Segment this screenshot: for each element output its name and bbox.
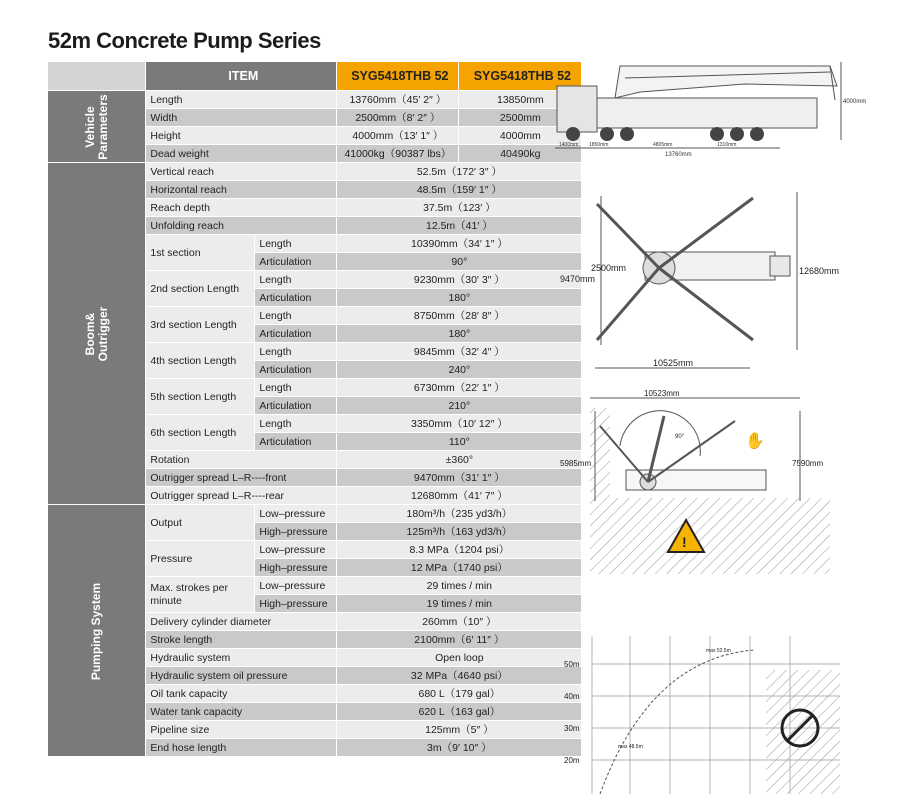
row-value: 125m³/h（163 yd3/h） <box>337 523 582 541</box>
row-value: 2500mm <box>459 109 582 127</box>
row-value: 240° <box>337 361 582 379</box>
row-value: 9470mm（31′ 1″ ） <box>337 469 582 487</box>
row-label: Water tank capacity <box>146 703 337 721</box>
dim-left: 5985mm <box>560 459 592 468</box>
row-value: 4000mm（13′ 1″ ） <box>337 127 459 145</box>
folded-boom <box>615 66 837 98</box>
row-value: 210° <box>337 397 582 415</box>
row-value: 52.5m（172′ 3″ ） <box>337 163 582 181</box>
ground-hatch <box>590 498 830 574</box>
max-height-label: max 52.5m <box>706 648 731 654</box>
sub-label: Length <box>255 379 337 397</box>
row-label: Dead weight <box>146 145 337 163</box>
category-vehicle: Vehicle Parameters <box>48 91 146 163</box>
spec-table <box>47 61 582 757</box>
sub-label: Length <box>255 271 337 289</box>
group-label: Max. strokes per minute <box>146 577 255 613</box>
sub-label: High–pressure <box>255 595 337 613</box>
row-value: 90° <box>337 253 582 271</box>
row-value: 37.5m（123′ ） <box>337 199 582 217</box>
dim-length: 10525mm <box>653 358 694 368</box>
sub-label: Low–pressure <box>255 505 337 523</box>
sub-label: Low–pressure <box>255 577 337 595</box>
row-value: 3350mm（10′ 12″ ） <box>337 415 582 433</box>
dim-d1: 1400mm <box>559 142 579 148</box>
row-value: 180m³/h（235 yd3/h） <box>337 505 582 523</box>
tick-40m: 40m <box>564 692 580 701</box>
truck-body <box>597 98 817 128</box>
row-value: 12.5m（41′ ） <box>337 217 582 235</box>
row-label: Hydraulic system <box>146 649 337 667</box>
sub-label: Articulation <box>255 433 337 451</box>
row-label: Outrigger spread L–R----rear <box>146 487 337 505</box>
row-value: 9845mm（32′ 4″ ） <box>337 343 582 361</box>
max-horizontal-label: max 48.5m <box>618 744 643 750</box>
sub-label: Articulation <box>255 253 337 271</box>
row-value: 680 L（179 gal） <box>337 685 582 703</box>
row-value: 3m（9′ 10″ ） <box>337 739 582 757</box>
svg-text:!: ! <box>682 534 687 550</box>
row-value: 2100mm（6′ 11″ ） <box>337 631 582 649</box>
sub-label: Length <box>255 235 337 253</box>
sub-label: Length <box>255 343 337 361</box>
row-value: 4000mm <box>459 127 582 145</box>
group-label: Pressure <box>146 541 255 577</box>
sub-label: Length <box>255 307 337 325</box>
row-value: 40490kg <box>459 145 582 163</box>
sub-label: High–pressure <box>255 523 337 541</box>
dim-d2: 1850mm <box>589 142 609 148</box>
row-value: 41000kg（90387 lbs） <box>337 145 459 163</box>
hand-icon: ✋ <box>745 433 765 450</box>
row-value: 12 MPa（1740 psi） <box>337 559 582 577</box>
dim-total: 13760mm <box>665 152 692 158</box>
category-boom: Boom& Outrigger <box>48 163 146 505</box>
row-value: 12680mm（41′ 7″ ） <box>337 487 582 505</box>
dim-rear: 12680mm <box>799 266 840 276</box>
row-value: 6730mm（22′ 1″ ） <box>337 379 582 397</box>
row-value: 125mm（5″ ） <box>337 721 582 739</box>
row-value: 180° <box>337 289 582 307</box>
sub-label: Articulation <box>255 361 337 379</box>
row-label: Rotation <box>146 451 337 469</box>
dim-front: 9470mm <box>560 274 596 284</box>
section-label: 1st section <box>146 235 255 271</box>
sub-label: Articulation <box>255 397 337 415</box>
row-value: 19 times / min <box>337 595 582 613</box>
working-area-diagram <box>560 386 850 576</box>
row-value: Open loop <box>337 649 582 667</box>
page-title: 52m Concrete Pump Series <box>48 28 321 53</box>
tick-50m: 50m <box>564 660 580 669</box>
section-label: 6th section Length <box>146 415 255 451</box>
row-value: 620 L（163 gal） <box>337 703 582 721</box>
dim-mid: 2500mm <box>591 263 627 273</box>
row-value: 8750mm（28′ 8″ ） <box>337 307 582 325</box>
truck-side-diagram <box>545 58 875 166</box>
dim-d4: 1310mm <box>717 142 737 148</box>
group-label: Output <box>146 505 255 541</box>
row-label: End hose length <box>146 739 337 757</box>
dim-width: 10523mm <box>644 389 680 398</box>
working-range-diagram <box>560 636 850 794</box>
sub-label: Articulation <box>255 325 337 343</box>
row-value: 13850mm <box>459 91 582 109</box>
section-label: 2nd section Length <box>146 271 255 307</box>
row-value: 32 MPa（4640 psi） <box>337 667 582 685</box>
row-value: 110° <box>337 433 582 451</box>
row-value: 260mm（10″ ） <box>337 613 582 631</box>
row-label: Hydraulic system oil pressure <box>146 667 337 685</box>
row-label: Outrigger spread L–R----front <box>146 469 337 487</box>
row-value: 8.3 MPa（1204 psi） <box>337 541 582 559</box>
dim-height: 4000mm <box>843 99 867 105</box>
row-label: Length <box>146 91 337 109</box>
row-value: 180° <box>337 325 582 343</box>
sub-label: High–pressure <box>255 559 337 577</box>
header-model-2: SYG5418THB 52 <box>459 62 582 91</box>
tick-30m: 30m <box>564 724 580 733</box>
row-label: Reach depth <box>146 199 337 217</box>
row-label: Oil tank capacity <box>146 685 337 703</box>
row-value: 9230mm（30′ 3″ ） <box>337 271 582 289</box>
sub-label: Low–pressure <box>255 541 337 559</box>
sub-label: Articulation <box>255 289 337 307</box>
row-label: Height <box>146 127 337 145</box>
row-value: ±360° <box>337 451 582 469</box>
category-pumping: Pumping System <box>48 505 146 757</box>
dim-angle: 90° <box>675 434 685 440</box>
outrigger-plan-diagram <box>555 190 845 375</box>
row-value: 2500mm（8′ 2″ ） <box>337 109 459 127</box>
row-label: Pipeline size <box>146 721 337 739</box>
row-label: Vertical reach <box>146 163 337 181</box>
section-label: 3rd section Length <box>146 307 255 343</box>
row-label: Width <box>146 109 337 127</box>
truck-cab <box>557 86 597 132</box>
header-model-1: SYG5418THB 52 <box>337 62 459 91</box>
row-value: 48.5m（159′ 1″ ） <box>337 181 582 199</box>
row-label: Unfolding reach <box>146 217 337 235</box>
row-label: Delivery cylinder diameter <box>146 613 337 631</box>
dim-d3: 4805mm <box>653 142 673 148</box>
row-value: 13760mm（45′ 2″ ） <box>337 91 459 109</box>
section-label: 5th section Length <box>146 379 255 415</box>
row-value: 10390mm（34′ 1″ ） <box>337 235 582 253</box>
section-label: 4th section Length <box>146 343 255 379</box>
row-value: 29 times / min <box>337 577 582 595</box>
dim-right: 7590mm <box>792 459 824 468</box>
header-blank <box>48 62 146 91</box>
tick-20m: 20m <box>564 756 580 765</box>
row-label: Stroke length <box>146 631 337 649</box>
row-label: Horizontal reach <box>146 181 337 199</box>
sub-label: Length <box>255 415 337 433</box>
header-item: ITEM <box>146 62 337 91</box>
